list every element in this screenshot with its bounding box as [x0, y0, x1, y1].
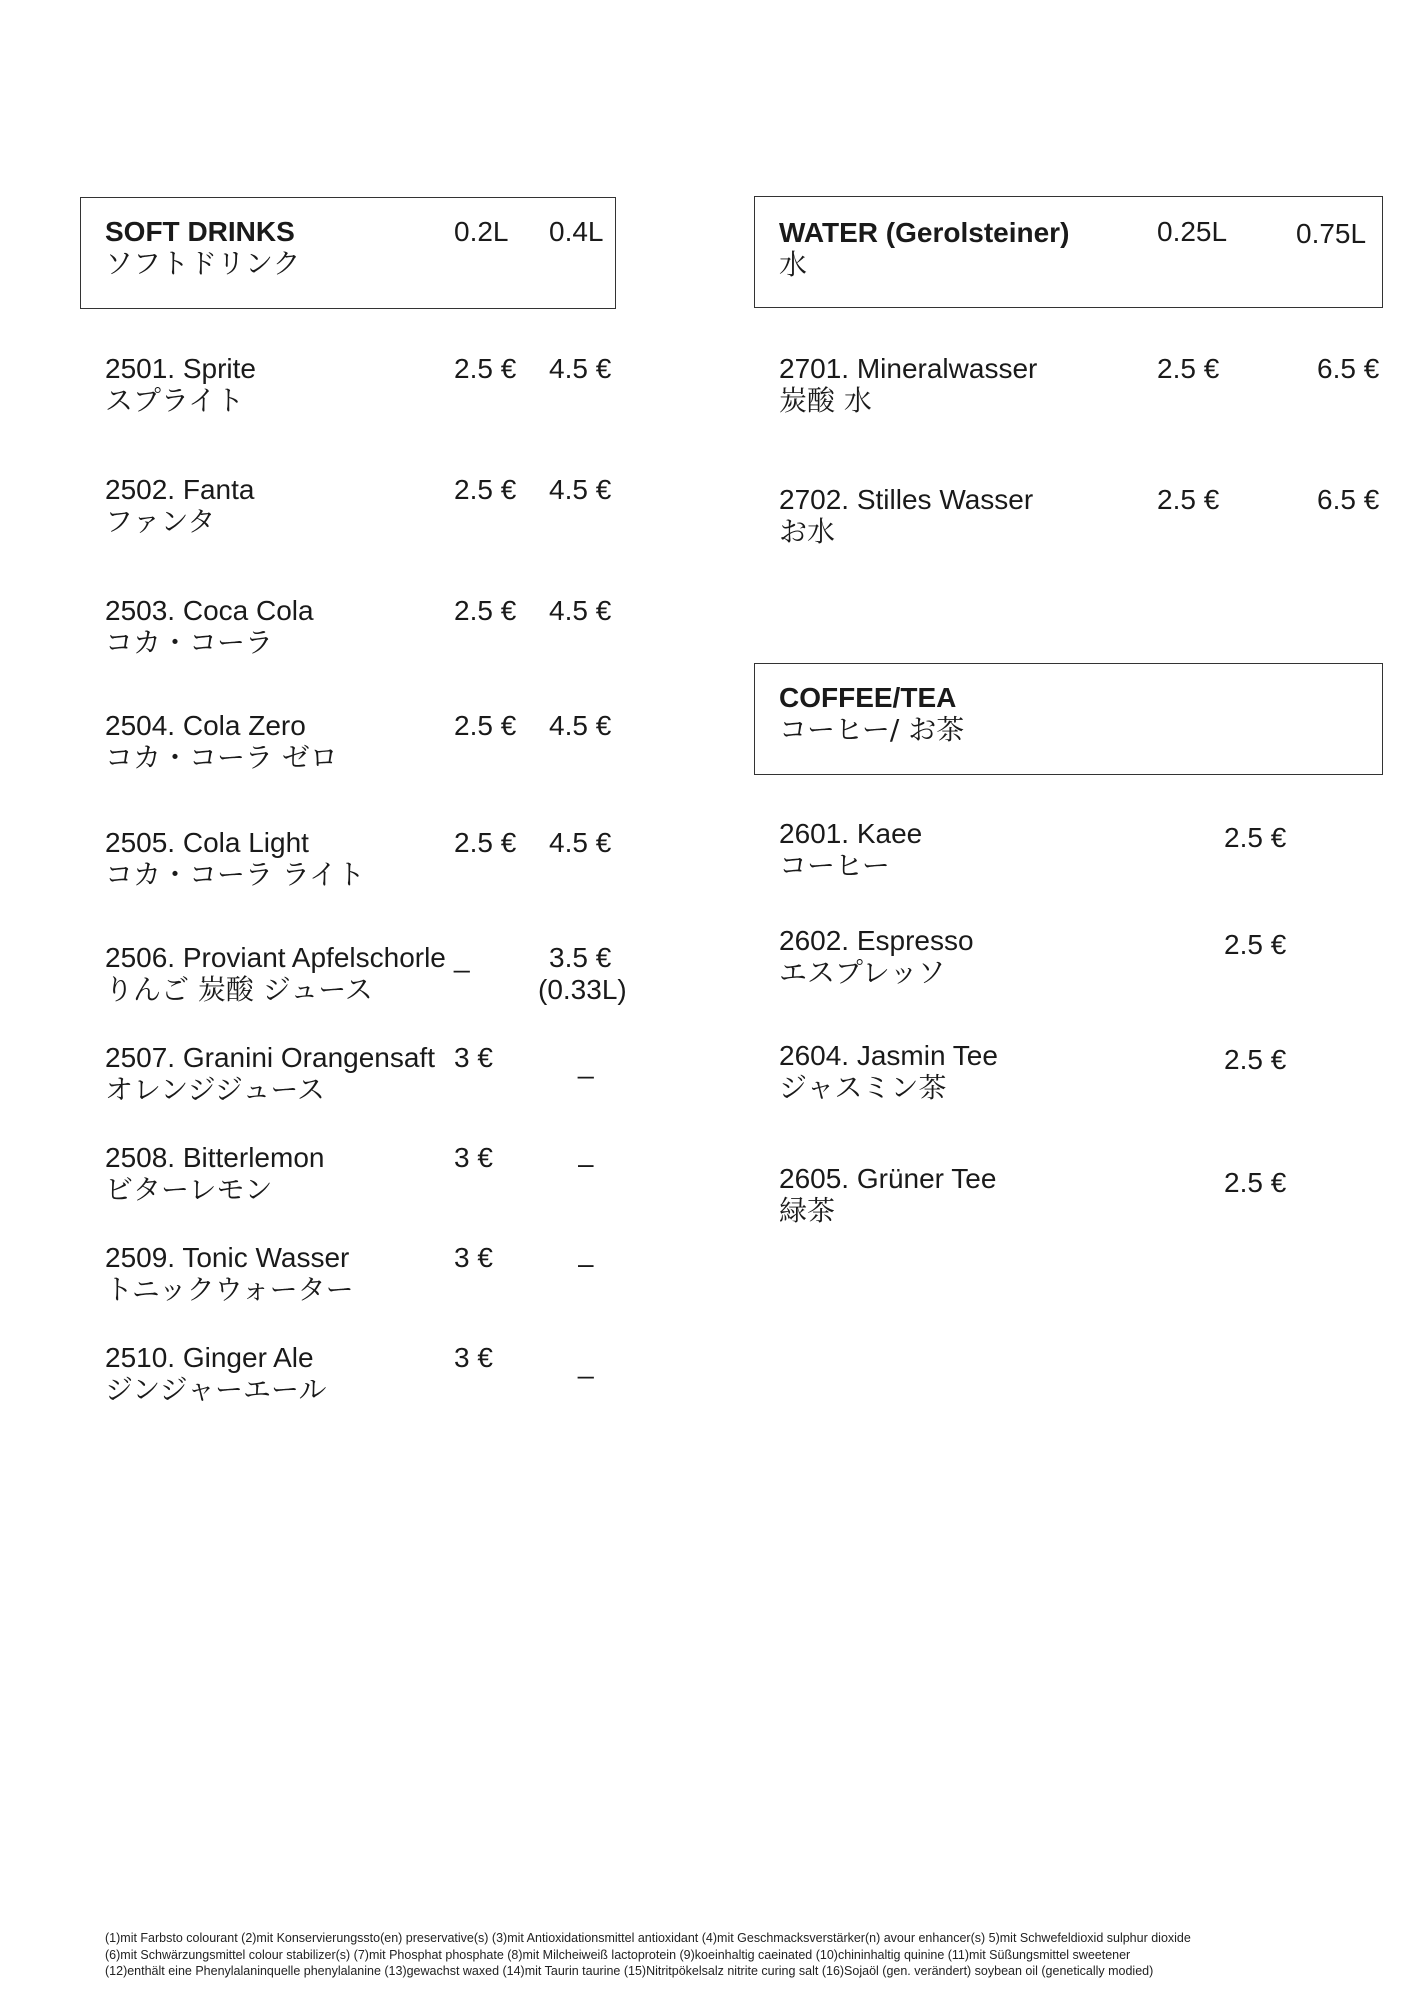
menu-item-name-jp: ジンジャーエール [105, 1373, 327, 1406]
menu-item-price-small: 2.5 € [454, 827, 517, 858]
menu-item-name-jp: ジャスミン茶 [779, 1071, 947, 1104]
menu-item-price-small: 3 € [454, 1142, 493, 1173]
soft-drinks-size-small: 0.2L [454, 216, 509, 247]
menu-item-price-small: 2.5 € [454, 710, 517, 741]
menu-item-name: 2604. Jasmin Tee [779, 1040, 998, 1071]
menu-item-name: 2702. Stilles Wasser [779, 484, 1034, 515]
menu-item-price: 2.5 € [1224, 1167, 1287, 1198]
menu-item-name: 2602. Espresso [779, 925, 974, 956]
menu-item-price-large: 3.5 € [549, 942, 612, 973]
menu-item-price-large: 6.5 € [1317, 484, 1380, 515]
menu-item-name-jp: コカ・コーラ ゼロ [105, 741, 338, 774]
water-title-jp: 水 [779, 248, 808, 281]
menu-item-name: 2509. Tonic Wasser [105, 1242, 350, 1273]
menu-item-name-jp: オレンジジュース [105, 1073, 325, 1106]
menu-item-price: 2.5 € [1224, 822, 1287, 853]
menu-item-price-large: 6.5 € [1317, 353, 1380, 384]
allergen-legend-line-3: (12)enthält eine Phenylalaninquelle phenylalanine (13)gewachst waxed (14)mit Taurin taurine (15)Nitritpökelsalz nitrite curing salt (16)Sojaöl (gen. verändert) soybean oil (genetically modied) [105, 1964, 1154, 1978]
soft-drinks-size-large: 0.4L [549, 216, 604, 247]
menu-item-name-jp: りんご 炭酸 ジュース [105, 973, 373, 1006]
menu-item-price-small: 2.5 € [1157, 484, 1220, 515]
menu-item-name-jp: 炭酸 水 [779, 384, 872, 417]
menu-item-price-small: 3 € [454, 1242, 493, 1273]
menu-item-price-large: _ [578, 1348, 594, 1379]
menu-item-price-large: _ [578, 1048, 594, 1079]
menu-item-name-jp: エスプレッソ [779, 956, 946, 989]
soft-drinks-title-jp: ソフトドリンク [105, 247, 301, 280]
menu-item-name-jp: スプライト [105, 384, 245, 417]
menu-item-price-large: 4.5 € [549, 827, 612, 858]
menu-item-name-jp: コカ・コーラ ライト [105, 858, 366, 891]
menu-item-price-large: 4.5 € [549, 353, 612, 384]
water-title: WATER (Gerolsteiner) [779, 217, 1070, 248]
menu-item-name: 2503. Coca Cola [105, 595, 314, 626]
menu-item-price-small: 3 € [454, 1042, 493, 1073]
menu-item-name: 2504. Cola Zero [105, 710, 306, 741]
menu-item-name: 2506. Proviant Apfelschorle [105, 942, 446, 973]
soft-drinks-title: SOFT DRINKS [105, 216, 295, 247]
menu-item-price: 2.5 € [1224, 929, 1287, 960]
menu-item-name-jp: ファンタ [105, 505, 216, 538]
menu-item-price: 2.5 € [1224, 1044, 1287, 1075]
menu-item-price-large: 4.5 € [549, 595, 612, 626]
coffee-tea-title-jp: コーヒー/ お茶 [779, 713, 965, 746]
menu-item-price-small: 2.5 € [454, 474, 517, 505]
menu-item-name-jp: 緑茶 [779, 1194, 836, 1227]
menu-item-price-large: 4.5 € [549, 710, 612, 741]
menu-item-name: 2701. Mineralwasser [779, 353, 1038, 384]
menu-item-price-large: – [578, 1148, 594, 1179]
menu-item-price-small: 2.5 € [454, 353, 517, 384]
menu-item-name-jp: お水 [779, 515, 836, 548]
allergen-legend-line-1: (1)mit Farbsto colourant (2)mit Konservierungssto(en) preservative(s) (3)mit Antioxidationsmittel antioxidant (4)mit Geschmacksverstärker(n) avour enhancer(s) 5)mit Schwefeldioxid sulphur dioxide [105, 1931, 1191, 1945]
menu-item-name: 2601. Kaee [779, 818, 923, 849]
menu-item-price-small: 2.5 € [454, 595, 517, 626]
menu-item-name: 2505. Cola Light [105, 827, 309, 858]
menu-item-name-jp: コーヒー [779, 849, 890, 882]
menu-item-name: 2501. Sprite [105, 353, 256, 384]
menu-item-price-large: 4.5 € [549, 474, 612, 505]
menu-item-name: 2508. Bitterlemon [105, 1142, 325, 1173]
menu-item-name: 2507. Granini Orangensaft [105, 1042, 435, 1073]
coffee-tea-title: COFFEE/TEA [779, 682, 957, 713]
water-size-small: 0.25L [1157, 216, 1228, 247]
allergen-legend [105, 1930, 1191, 1980]
menu-item-price-small: 3 € [454, 1342, 493, 1373]
menu-item-name-jp: コカ・コーラ [105, 626, 274, 659]
menu-item-price-large: – [578, 1248, 594, 1279]
menu-item-price-small: 2.5 € [1157, 353, 1220, 384]
menu-item-price-large-note: (0.33L) [538, 974, 627, 1005]
water-header-box [754, 196, 1383, 308]
menu-item-name: 2510. Ginger Ale [105, 1342, 314, 1373]
water-size-large: 0.75L [1296, 218, 1367, 249]
menu-item-name-jp: ビターレモン [105, 1173, 273, 1206]
allergen-legend-line-2: (6)mit Schwärzungsmittel colour stabilizer(s) (7)mit Phosphat phosphate (8)mit Milcheiweiß lactoprotein (9)koeinhaltig caeinated (10)chininhaltig quinine (11)mit Süßungsmittel sweetener [105, 1947, 1131, 1962]
menu-item-name: 2605. Grüner Tee [779, 1163, 997, 1194]
menu-item-name: 2502. Fanta [105, 474, 255, 505]
menu-item-price-small: _ [454, 942, 470, 973]
menu-item-name-jp: トニックウォーター [105, 1273, 354, 1306]
